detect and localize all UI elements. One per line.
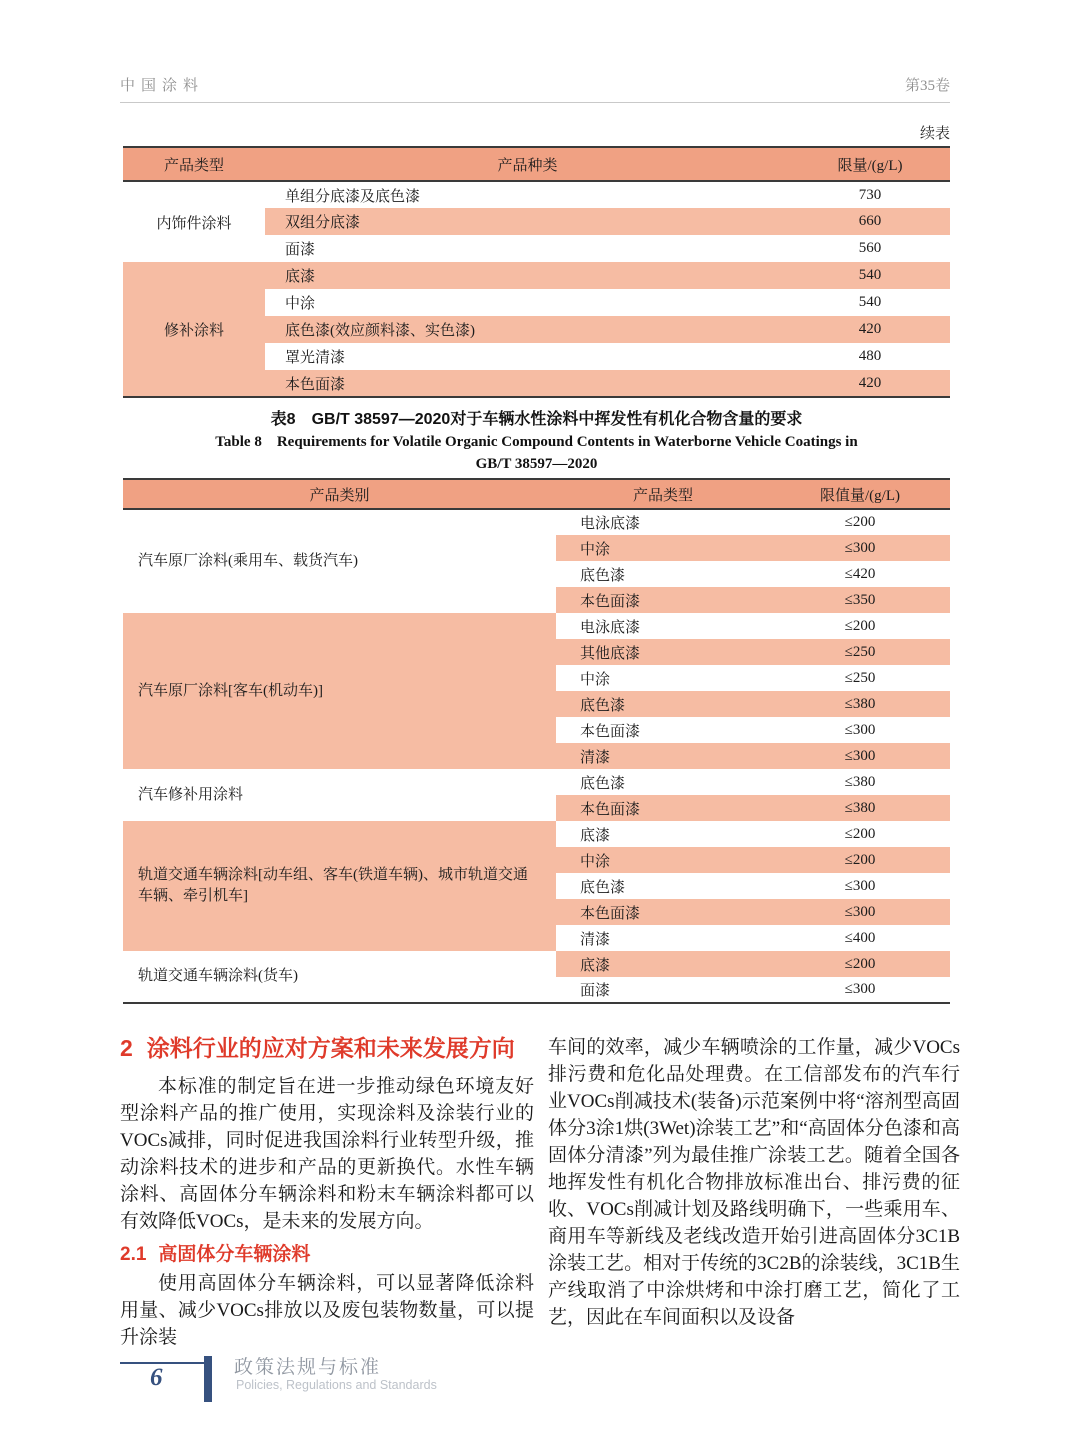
group-cell: 汽车修补用涂料 bbox=[123, 769, 556, 821]
cell-kind: 罩光清漆 bbox=[285, 350, 346, 366]
cell-limit: ≤300 bbox=[770, 535, 950, 561]
caption-en-line1: Table 8 Requirements for Volatile Organic Compound Contents in Waterborne Vehicle Coatings in bbox=[215, 434, 858, 450]
journal-title: 中国涂料 bbox=[120, 78, 205, 94]
cell-limit: 660 bbox=[790, 208, 950, 235]
cell-kind: 电泳底漆 bbox=[580, 619, 641, 636]
cell-limit: ≤300 bbox=[844, 721, 876, 738]
caption-zh: 表8 GB/T 38597—2020对于车辆水性涂料中挥发性有机化合物含量的要求 bbox=[270, 411, 803, 428]
cell-kind: 底漆 bbox=[556, 951, 770, 977]
cell-kind: 底漆 bbox=[265, 262, 790, 289]
table-row bbox=[123, 613, 950, 639]
cell-kind: 中涂 bbox=[556, 847, 770, 873]
col-header-limit: 限量/(g/L) bbox=[790, 147, 950, 181]
cell-kind: 电泳底漆 bbox=[580, 516, 641, 532]
cell-kind: 底色漆 bbox=[580, 775, 626, 792]
section-heading bbox=[120, 1030, 534, 1063]
table-row bbox=[123, 509, 950, 535]
group-cell: 汽车原厂涂料(乘用车、载货汽车) bbox=[123, 509, 556, 613]
section-title: 涂料行业的应对方案和未来发展方向 bbox=[146, 1035, 515, 1061]
right-column bbox=[548, 1034, 960, 1331]
col-header-product-type: 产品类型 bbox=[123, 147, 265, 181]
cell-limit: ≤200 bbox=[844, 617, 876, 634]
caption-en-line2: GB/T 38597—2020 bbox=[475, 456, 598, 472]
cell-limit: ≤200 bbox=[844, 825, 876, 842]
cell-limit: 540 bbox=[790, 262, 950, 289]
cell-kind: 本色面漆 bbox=[580, 723, 641, 740]
table8-caption bbox=[123, 408, 950, 475]
cell-kind: 面漆 bbox=[580, 983, 611, 999]
group-cell: 汽车原厂涂料[客车(机动车)] bbox=[123, 613, 556, 769]
paragraph: 车间的效率，减少车辆喷涂的工作量，减少VOCs排污费和危化品处理费。在工信部发布的汽车行业VOCs削减技术(装备)示范案例中将“溶剂型高固体分3涂1烘(3Wet)涂装工艺”和“高固体分色漆和高固体分清漆”列为最佳推广涂装工艺。随着全国各地挥发性有机化合物排放标准出台、排污费的征收、VOCs削减计划及路线明确下，一些乘用车、商用车等新线及老线改造开始引进高固体分3C1B涂装工艺。相对于传统的3C2B的涂装线，3C1B生产线取消了中涂烘烤和中涂打磨工艺，简化了工艺，因此在车间面积以及设备 bbox=[548, 1037, 960, 1328]
footer-bar bbox=[204, 1356, 212, 1402]
page-footer bbox=[120, 1350, 540, 1410]
cell-limit: 420 bbox=[790, 316, 950, 343]
cell-limit: ≤200 bbox=[844, 514, 876, 530]
table-row bbox=[123, 181, 950, 208]
cell-limit: ≤420 bbox=[844, 565, 876, 582]
cell-limit: 540 bbox=[858, 294, 882, 310]
cell-limit: ≤250 bbox=[844, 669, 876, 686]
cell-limit: ≤400 bbox=[844, 929, 876, 946]
cell-kind: 底色漆(效应颜料漆、实色漆) bbox=[265, 316, 790, 343]
cell-limit: ≤250 bbox=[770, 639, 950, 665]
subsection-title: 高固体分车辆涂料 bbox=[158, 1244, 311, 1265]
left-column bbox=[120, 1030, 534, 1351]
subsection-heading bbox=[120, 1239, 534, 1266]
cell-limit: 560 bbox=[858, 240, 882, 256]
cell-kind: 底色漆 bbox=[556, 691, 770, 717]
continued-table-label: 续表 bbox=[919, 126, 950, 142]
cell-kind: 底色漆 bbox=[580, 567, 626, 584]
cell-limit: 420 bbox=[790, 370, 950, 397]
table-row bbox=[123, 769, 950, 795]
cell-limit: ≤300 bbox=[770, 899, 950, 925]
group-cell: 轨道交通车辆涂料(货车) bbox=[123, 951, 556, 1003]
cell-kind: 清漆 bbox=[580, 931, 611, 948]
cell-kind: 底色漆 bbox=[580, 879, 626, 896]
cell-limit: ≤300 bbox=[844, 877, 876, 894]
table8 bbox=[123, 478, 950, 1004]
cell-limit: ≤350 bbox=[770, 587, 950, 613]
cell-limit: ≤380 bbox=[770, 795, 950, 821]
table-header-row bbox=[123, 479, 950, 509]
cell-kind: 单组分底漆及底色漆 bbox=[285, 188, 421, 205]
cell-kind: 本色面漆 bbox=[556, 587, 770, 613]
section-number: 2 bbox=[120, 1035, 133, 1061]
cell-limit: ≤200 bbox=[770, 951, 950, 977]
col-header-product-type: 产品类型 bbox=[556, 479, 770, 509]
cell-limit: ≤200 bbox=[770, 847, 950, 873]
cell-kind: 其他底漆 bbox=[556, 639, 770, 665]
cell-limit: ≤300 bbox=[770, 743, 950, 769]
cell-kind: 本色面漆 bbox=[556, 899, 770, 925]
table-row bbox=[123, 821, 950, 847]
group-cell: 内饰件涂料 bbox=[123, 181, 265, 262]
table-header-row bbox=[123, 147, 950, 181]
table-row bbox=[123, 951, 950, 977]
col-header-product-kind: 产品种类 bbox=[265, 147, 790, 181]
group-cell: 修补涂料 bbox=[123, 262, 265, 397]
cell-kind: 清漆 bbox=[556, 743, 770, 769]
cell-kind: 面漆 bbox=[285, 242, 316, 258]
cell-kind: 底漆 bbox=[580, 827, 611, 844]
footer-section-en: Policies, Regulations and Standards bbox=[236, 1378, 437, 1392]
footer-section-zh: 政策法规与标准 bbox=[234, 1357, 382, 1378]
cell-limit: 730 bbox=[858, 186, 882, 203]
cell-kind: 中涂 bbox=[580, 671, 611, 688]
cell-kind: 双组分底漆 bbox=[265, 208, 790, 235]
col-header-limit-value: 限值量/(g/L) bbox=[770, 479, 950, 509]
paragraph: 本标准的制定旨在进一步推动绿色环境友好型涂料产品的推广使用，实现涂料及涂装行业的VOCs减排，同时促进我国涂料行业转型升级，推动涂料技术的进步和产品的更新换代。水性车辆涂料、高固体分车辆涂料和粉末车辆涂料都可以有效降低VOCs，是未来的发展方向。 bbox=[120, 1076, 534, 1232]
cell-kind: 中涂 bbox=[285, 296, 316, 312]
cell-kind: 本色面漆 bbox=[556, 795, 770, 821]
voc-limit-table-continued bbox=[123, 146, 950, 398]
cell-limit: ≤300 bbox=[844, 981, 876, 997]
paragraph: 使用高固体分车辆涂料，可以显著降低涂料用量、减少VOCs排放以及废包装物数量，可以提升涂装 bbox=[120, 1273, 534, 1348]
table-row bbox=[123, 262, 950, 289]
cell-kind: 本色面漆 bbox=[265, 370, 790, 397]
volume-label: 第35卷 bbox=[904, 78, 950, 94]
group-cell: 轨道交通车辆涂料[动车组、客车(铁道车辆)、城市轨道交通车辆、牵引机车] bbox=[123, 821, 556, 951]
cell-limit: 480 bbox=[858, 348, 882, 364]
cell-kind: 中涂 bbox=[556, 535, 770, 561]
col-header-product-category: 产品类别 bbox=[123, 479, 556, 509]
running-head bbox=[120, 74, 950, 103]
page-number: 6 bbox=[150, 1364, 163, 1391]
cell-limit: ≤380 bbox=[844, 773, 876, 790]
cell-limit: ≤380 bbox=[770, 691, 950, 717]
subsection-number: 2.1 bbox=[120, 1244, 147, 1265]
